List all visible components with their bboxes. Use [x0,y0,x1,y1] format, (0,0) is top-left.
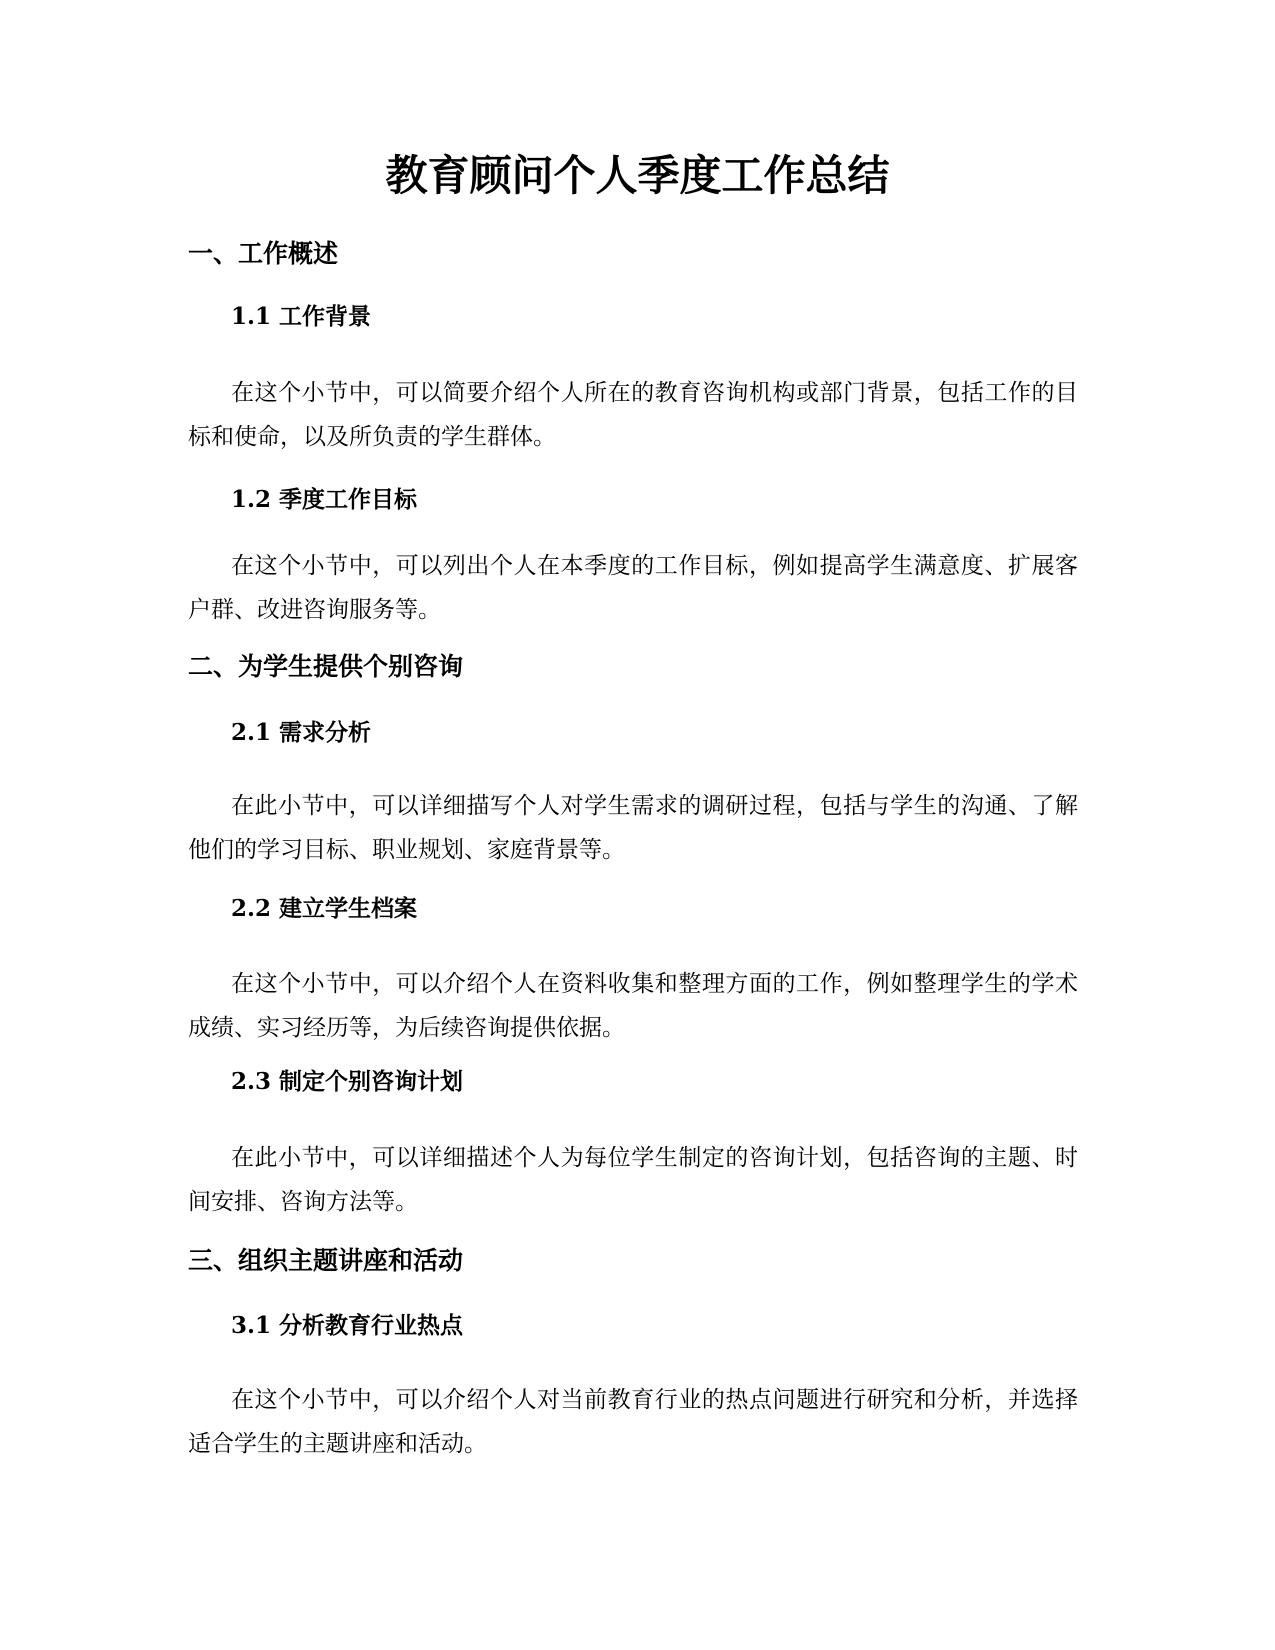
document-title: 教育顾问个人季度工作总结 [385,151,890,200]
section-heading-1: 一、工作概述 [188,239,339,268]
subsection-heading-1-1: 1.1 工作背景 [231,303,372,330]
subsection-heading-2-2: 2.2 建立学生档案 [231,895,418,922]
subsection-heading-1-2: 1.2 季度工作目标 [231,486,418,513]
paragraph-1-1: 在这个小节中，可以简要介绍个人所在的教育咨询机构或部门背景，包括工作的目标和使命，以及所负责的学生群体。 [188,380,1078,450]
paragraph-1-2: 在这个小节中，可以列出个人在本季度的工作目标，例如提高学生满意度、扩展客户群、改进咨询服务等。 [188,553,1078,623]
paragraph-2-2: 在这个小节中，可以介绍个人在资料收集和整理方面的工作，例如整理学生的学术成绩、实习经历等，为后续咨询提供依据。 [188,971,1078,1041]
paragraph-2-1: 在此小节中，可以详细描写个人对学生需求的调研过程，包括与学生的沟通、了解他们的学习目标、职业规划、家庭背景等。 [188,793,1078,863]
section-heading-2: 二、为学生提供个别咨询 [188,652,464,681]
subsection-heading-3-1: 3.1 分析教育行业热点 [231,1312,464,1339]
section-heading-3: 三、组织主题讲座和活动 [188,1246,464,1275]
subsection-heading-2-3: 2.3 制定个别咨询计划 [231,1068,464,1095]
subsection-heading-2-1: 2.1 需求分析 [231,719,372,746]
paragraph-3-1: 在这个小节中，可以介绍个人对当前教育行业的热点问题进行研究和分析，并选择适合学生的主题讲座和活动。 [188,1387,1078,1457]
paragraph-2-3: 在此小节中，可以详细描述个人为每位学生制定的咨询计划，包括咨询的主题、时间安排、咨询方法等。 [188,1145,1078,1215]
